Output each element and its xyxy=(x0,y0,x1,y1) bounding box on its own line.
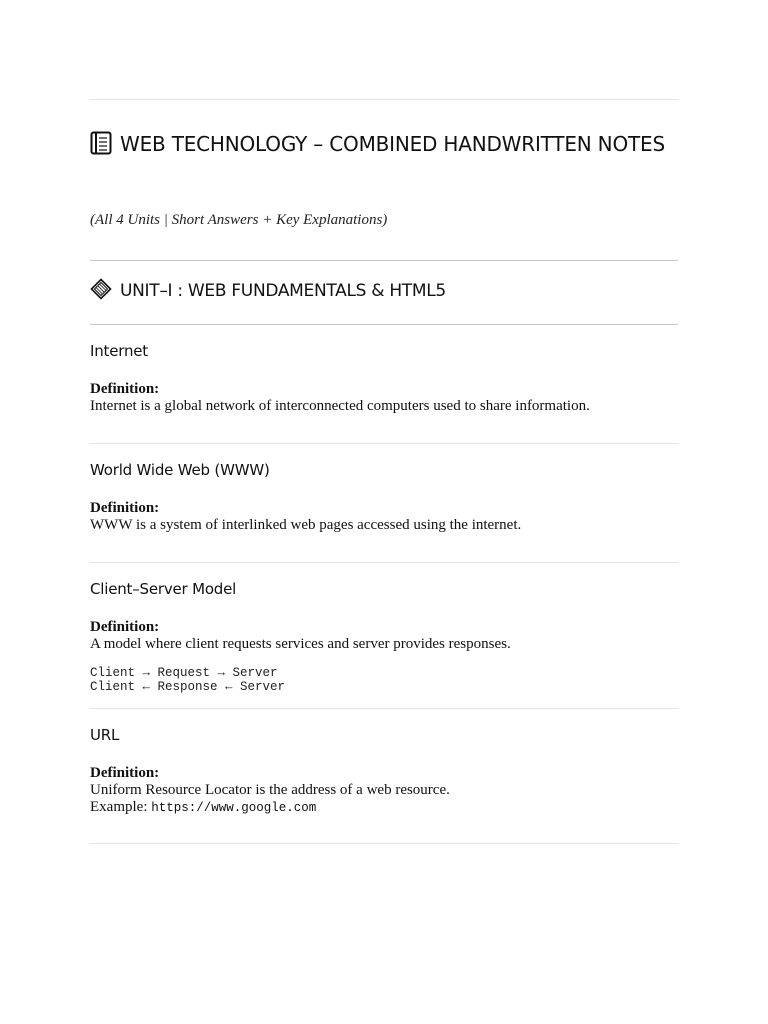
section-client-server xyxy=(90,579,678,694)
code-line: Client ← Response ← Server xyxy=(90,680,286,694)
section-internet xyxy=(90,341,678,415)
definition-label: Definition: xyxy=(90,619,160,635)
diamond-icon xyxy=(90,278,112,300)
document-title-text: WEB TECHNOLOGY – COMBINED HANDWRITTEN NOTES xyxy=(120,132,665,156)
divider xyxy=(90,708,678,709)
unit-heading xyxy=(90,278,678,303)
code-line: Client → Request → Server xyxy=(90,666,278,680)
definition-text: A model where client requests services and server provides responses. xyxy=(90,636,511,652)
divider xyxy=(90,324,678,325)
definition-label: Definition: xyxy=(90,381,160,397)
divider xyxy=(90,843,678,844)
divider xyxy=(90,443,678,444)
section-heading: URL xyxy=(90,726,120,744)
section-url xyxy=(90,725,678,817)
notebook-icon xyxy=(90,131,112,155)
example-label: Example: xyxy=(90,799,148,815)
subtitle-block xyxy=(90,212,678,229)
section-heading: Internet xyxy=(90,342,148,360)
definition-text: Internet is a global network of interconnected computers used to share information. xyxy=(90,398,590,414)
section-heading: Client–Server Model xyxy=(90,580,237,598)
definition-text: Uniform Resource Locator is the address of a web resource. xyxy=(90,782,450,798)
unit-heading-block xyxy=(90,278,678,303)
example-line xyxy=(90,799,678,817)
document-title-block xyxy=(90,127,678,161)
section-heading: World Wide Web (WWW) xyxy=(90,461,270,479)
divider xyxy=(90,562,678,563)
section-www xyxy=(90,460,678,534)
definition-label: Definition: xyxy=(90,765,160,781)
divider xyxy=(90,260,678,261)
document-title xyxy=(90,127,678,161)
example-code: https://www.google.com xyxy=(151,801,317,815)
definition-label: Definition: xyxy=(90,500,160,516)
definition-text: WWW is a system of interlinked web pages accessed using the internet. xyxy=(90,517,522,533)
document-subtitle: (All 4 Units | Short Answers + Key Explanations) xyxy=(90,212,388,228)
divider xyxy=(90,99,678,100)
unit-heading-text: UNIT–I : WEB FUNDAMENTALS & HTML5 xyxy=(120,281,446,301)
